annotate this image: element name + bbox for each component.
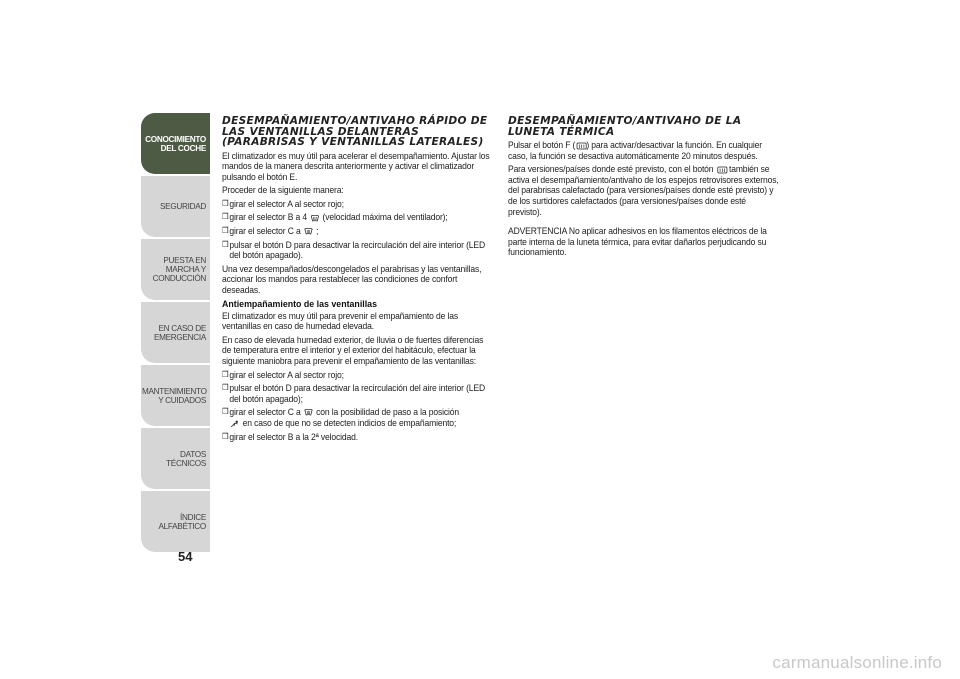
section-heading: DESEMPAÑAMIENTO/ANTIVAHO RÁPIDO DE LAS VENTANILLAS DELANTERAS (PARABRISAS Y VENTANILLAS LATERALES) (222, 115, 488, 148)
list-item-text: girar el selector A al sector rojo; (229, 198, 344, 209)
section-heading: DESEMPAÑAMIENTO/ANTIVAHO DE LA LUNETA TÉRMICA (508, 115, 742, 138)
tab-seguridad[interactable] (141, 176, 210, 237)
windshield-defrost-icon (304, 409, 313, 416)
para-text: ) para activar/desactivar la función. En cualquier caso, la función se desactiva automáticamente 20 minutos después. (508, 140, 762, 161)
list-item-text: girar el selector A al sector rojo; (229, 369, 344, 380)
subheading: Antiempañamiento de las ventanillas (222, 298, 378, 310)
list-item (222, 383, 494, 404)
paragraph: Proceder de la siguiente manera: (222, 185, 344, 196)
list-text: girar el selector B a 4 (229, 212, 308, 223)
tab-indice-alfabetico[interactable] (141, 491, 210, 552)
list-text: girar el selector C a (229, 407, 301, 418)
tab-label: PUESTA EN MARCHA Y CONDUCCIÓN (152, 256, 206, 283)
bullet-icon: ❒ (222, 407, 229, 417)
list-item-text: pulsar el botón D para desactivar la recirculación del aire interior (LED del botón apagado). (229, 239, 486, 261)
right-column (508, 116, 780, 261)
list-item (222, 432, 494, 443)
list-item (222, 370, 494, 381)
bullet-icon: ❒ (222, 226, 229, 236)
list-text: en caso de que no se detecten indicios de empañamiento; (242, 417, 457, 428)
warning-paragraph: ADVERTENCIA No aplicar adhesivos en los filamentos eléctricos de la parte interna de la luneta térmica, para evitar dañarlos perjudicando su funcionamiento. (508, 226, 767, 258)
tab-label: CONOCIMIENTO DEL COCHE (145, 134, 206, 153)
tab-label: MANTENIMIENTO Y CUIDADOS (142, 386, 207, 405)
para-text: también se activa el desempañamiento/antivaho de los espejos retrovisores externos, del parabrisas calefactado (para versiones/países donde esté previsto) y de los surtidores calefactados (para versiones/países donde esté previsto). (508, 164, 779, 217)
paragraph: En caso de elevada humedad exterior, de lluvia o de fuertes diferencias de temperatura entre el interior y el exterior del habitáculo, efectuar la siguiente maniobra para prevenir el empañamiento de las ventanillas: (222, 334, 484, 366)
windshield-defrost-icon (310, 215, 319, 222)
paragraph: El climatizador es muy útil para acelerar el desempañamiento. Ajustar los mandos de la manera descrita anteriormente y activar el climatizador pulsando el botón E. (222, 150, 490, 182)
tab-en-caso-de-emergencia[interactable] (141, 302, 210, 363)
tab-label: EN CASO DE EMERGENCIA (153, 323, 206, 342)
paragraph: El climatizador es muy útil para prevenir el empañamiento de las ventanillas en caso de humedad elevada. (222, 310, 459, 332)
watermark: carmanualsonline.info (772, 653, 942, 672)
bullet-icon: ❒ (222, 239, 229, 249)
windshield-defrost-icon (304, 228, 313, 235)
list-text: (velocidad máxima del ventilador); (322, 212, 448, 223)
tab-label: DATOS TÉCNICOS (166, 449, 206, 468)
rear-window-defrost-icon (717, 166, 726, 173)
list-text: con la posibilidad de paso a la posición (316, 407, 460, 418)
list-text: ; (316, 226, 319, 237)
page-number: 54 (178, 549, 193, 564)
list-item-text: girar el selector B a la 2ª velocidad. (229, 431, 359, 442)
left-column (222, 116, 494, 445)
list-item (222, 240, 494, 261)
tab-puesta-en-marcha[interactable] (141, 239, 210, 300)
paragraph (508, 140, 780, 161)
feet-vent-icon (230, 420, 239, 427)
bullet-icon: ❒ (222, 431, 229, 441)
list-item (222, 407, 494, 428)
paragraph: Una vez desempañados/descongelados el parabrisas y las ventanillas, accionar los mandos para restablecer las condiciones de confort deseadas. (222, 263, 482, 296)
para-text: Para versiones/países donde esté previsto, con el botón (508, 164, 714, 175)
bullet-icon: ❒ (222, 383, 229, 393)
tab-datos-tecnicos[interactable] (141, 428, 210, 489)
list-item-text: pulsar el botón D para desactivar la recirculación del aire interior (LED del botón apagado); (229, 383, 486, 404)
list-text: girar el selector C a (229, 226, 301, 237)
list-item-text (229, 407, 493, 428)
rear-window-defrost-icon (576, 142, 585, 149)
list-item (222, 226, 494, 237)
list-item (222, 199, 494, 210)
tab-label: ÍNDICE ALFABÉTICO (158, 512, 206, 531)
bullet-icon: ❒ (222, 198, 229, 208)
paragraph (508, 164, 780, 217)
tab-conocimiento-del-coche[interactable] (141, 113, 210, 174)
bullet-icon: ❒ (222, 212, 229, 222)
tab-label: SEGURIDAD (160, 202, 206, 211)
tab-mantenimiento[interactable] (141, 365, 210, 426)
section-sidebar (141, 113, 210, 554)
list-item (222, 212, 494, 223)
bullet-icon: ❒ (222, 369, 229, 379)
para-text: Pulsar el botón F ( (508, 140, 576, 150)
list-item-text (229, 226, 493, 237)
list-item-text (229, 212, 493, 223)
